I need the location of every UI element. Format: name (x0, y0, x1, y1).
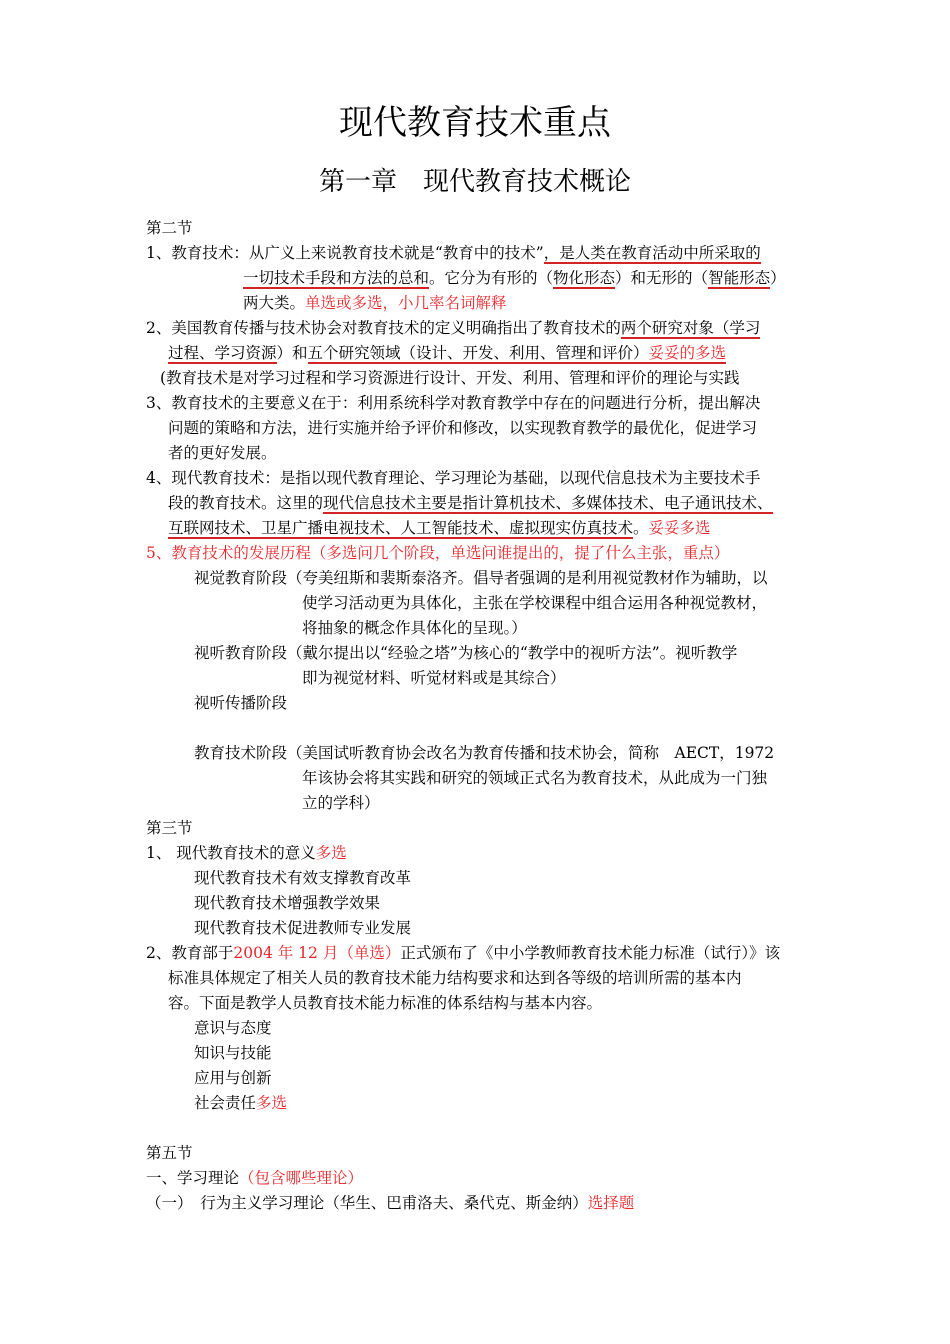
exam-note: 多选 (256, 1094, 288, 1112)
underlined-text: ，是人类在教育活动中所采取的 (543, 244, 761, 262)
underlined-text: 两个研究对象（学习 (620, 319, 761, 337)
stage-audiovisual-line2: 即为视觉材料、听觉材料或是其综合） (302, 669, 566, 687)
list-item: 意识与态度 (194, 1019, 272, 1037)
underlined-text: 现代信息技术主要是指计算机技术、多媒体技术、电子通讯技术、 (323, 494, 773, 512)
s2-item2-line3: (教育技术是对学习过程和学习资源进行设计、开发、利用、管理和评价的理论与实践 (160, 369, 740, 387)
list-item: 知识与技能 (194, 1044, 272, 1062)
s2-item3-line1: 3、教育技术的主要意义在于：利用系统科学对教育教学中存在的问题进行分析，提出解决 (146, 394, 761, 412)
section-heading-3: 第三节 (146, 819, 193, 837)
s2-item1-line3: 两大类。单选或多选，小几率名词解释 (243, 294, 507, 312)
underlined-text: 过程、学习资源 (168, 344, 277, 362)
exam-note: 单选或多选，小几率名词解释 (305, 294, 507, 312)
list-item: 应用与创新 (194, 1069, 272, 1087)
s3-item2-line3: 容。下面是教学人员教育技术能力标准的体系结构与基本内容。 (168, 994, 603, 1012)
exam-note: 2004 年 12 月（单选） (233, 944, 401, 962)
s2-item2-line1: 2、美国教育传播与技术协会对教育技术的定义明确指出了教育技术的两个研究对象（学习 (146, 319, 761, 337)
s2-item4-line1: 4、现代教育技术：是指以现代教育理论、学习理论为基础，以现代信息技术为主要技术手 (146, 469, 761, 487)
s2-item3-line2: 问题的策略和方法，进行实施并给予评价和修改，以实现教育教学的最优化，促进学习 (168, 419, 758, 437)
underlined-text: 五个研究领域（设计、开发、利用、管理和评价） (307, 344, 649, 362)
list-item: 现代教育技术促进教师专业发展 (194, 919, 412, 937)
chapter-title: 第一章 现代教育技术概论 (318, 167, 631, 197)
exam-note: 选择题 (587, 1194, 635, 1212)
section-heading-5: 第五节 (146, 1144, 193, 1162)
s3-item2-line2: 标准具体规定了相关人员的教育技术能力结构要求和达到各等级的培训所需的基本内 (168, 969, 742, 987)
exam-note: 多选 (315, 844, 347, 862)
underlined-text: 互联网技术、卫星广播电视技术、人工智能技术、虚拟现实仿真技术 (168, 519, 634, 537)
section-heading-2: 第二节 (146, 219, 193, 237)
s2-item1-line1: 1、教育技术：从广义上来说教育技术就是“教育中的技术”，是人类在教育活动中所采取的 (146, 244, 761, 262)
list-item: 现代教育技术增强教学效果 (194, 894, 381, 912)
stage-audiovisual-line1: 视听教育阶段（戴尔提出以“经验之塔”为核心的“教学中的视听方法”。视听教学 (194, 644, 738, 662)
stage-visual-line2: 使学习活动更为具体化，主张在学校课程中组合运用各种视觉教材， (302, 594, 768, 612)
page-title: 现代教育技术重点 (339, 103, 611, 143)
underlined-text: 一切技术手段和方法的总和 (243, 269, 430, 287)
stage-edtech-line3: 立的学科） (302, 794, 380, 812)
stage-visual-line3: 将抽象的概念作具体化的呈现。） (302, 619, 527, 637)
exam-note: （包含哪些理论） (239, 1169, 364, 1187)
stage-edtech-line1: 教育技术阶段（美国试听教育协会改名为教育传播和技术协会，简称 AECT，1972 (194, 744, 775, 762)
s2-item2-line2: 过程、学习资源）和五个研究领域（设计、开发、利用、管理和评价）妥妥的多选 (168, 344, 727, 362)
s2-item4-line2: 段的教育技术。这里的现代信息技术主要是指计算机技术、多媒体技术、电子通讯技术、 (168, 494, 773, 512)
s2-item3-line3: 者的更好发展。 (168, 444, 277, 462)
exam-note: 妥妥的多选 (648, 344, 727, 362)
stage-communication: 视听传播阶段 (194, 694, 288, 712)
list-item: 现代教育技术有效支撑教育改革 (194, 869, 412, 887)
underlined-text: 智能形态 (708, 269, 771, 287)
stage-visual-line1: 视觉教育阶段（夸美纽斯和裴斯泰洛齐。倡导者强调的是利用视觉教材作为辅助，以 (194, 569, 768, 587)
underlined-text: 物化形态 (553, 269, 616, 287)
s2-item1-line2: 一切技术手段和方法的总和。它分为有形的（物化形态）和无形的（智能形态） (243, 269, 786, 287)
list-item: 社会责任多选 (194, 1094, 288, 1112)
s3-item2-line1: 2、教育部于2004 年 12 月（单选）正式颁布了《中小学教师教育技术能力标准（试行）》该 (146, 944, 781, 962)
stage-edtech-line2: 年该协会将其实践和研究的领域正式名为教育技术，从此成为一门独 (302, 769, 768, 787)
s3-item1: 1、 现代教育技术的意义多选 (146, 844, 347, 862)
exam-note: 妥妥多选 (648, 519, 711, 537)
s2-item5-heading: 5、教育技术的发展历程（多选问几个阶段，单选问谁提出的，提了什么主张，重点） (146, 544, 730, 562)
s5-item1: 一、学习理论（包含哪些理论） (146, 1169, 364, 1187)
s2-item4-line3: 互联网技术、卫星广播电视技术、人工智能技术、虚拟现实仿真技术。妥妥多选 (168, 519, 711, 537)
s5-item2: （一） 行为主义学习理论（华生、巴甫洛夫、桑代克、斯金纳）选择题 (146, 1194, 635, 1212)
